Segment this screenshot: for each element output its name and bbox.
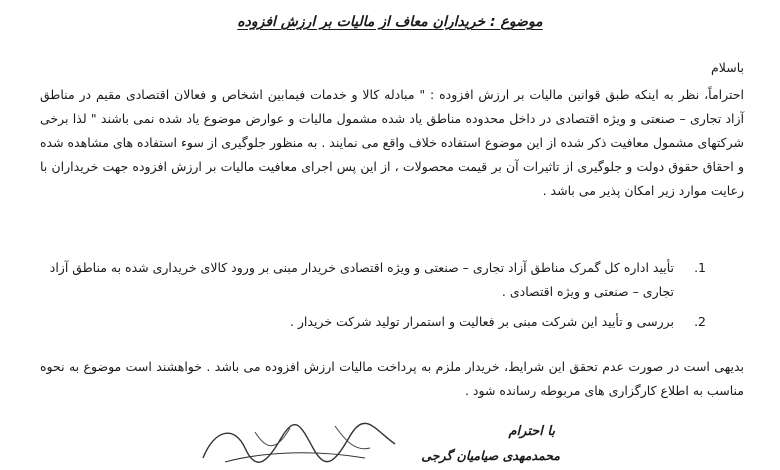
greeting: باسلام	[711, 60, 744, 75]
list-item-text: بررسی و تأیید این شرکت مبنی بر فعالیت و استمرار تولید شرکت خریدار .	[289, 314, 674, 329]
requirements-list	[40, 256, 744, 340]
handwritten-signature	[195, 418, 405, 470]
body-paragraph-2: بدیهی است در صورت عدم تحقق این شرایط، خریدار ملزم به پرداخت مالیات ارزش افزوده می باشد . خواهشند است موضوع به نحوه مناسب به اطلاع کارگزاری های مربوطه رسانده شود .	[40, 359, 744, 398]
list-item-number: 2.	[694, 314, 706, 329]
signer-name: محمدمهدی صیامیان گرجی	[421, 448, 560, 463]
list-item	[40, 256, 744, 304]
closing-regards: با احترام	[508, 424, 555, 439]
body-paragraph-1: احتراماً، نظر به اینکه طبق قوانین مالیات بر ارزش افزوده : " مبادله کالا و خدمات فیمابین اشخاص و فعالان اقتصادی مقیم در مناطق آزاد تجاری – صنعتی و ویژه اقتصادی در داخل محدوده مناطق یاد شده مشمول مالیات و عوارض موضوع یاد شده نمی باشند " لذا برخی شرکتهای مشمول معافیت ذکر شده از این موضوع استفاده خلاف واقع می نمایند . به منظور جلوگیری از سوء استفاده های مشاهده شده و احقاق حقوق دولت و جلوگیری از تاثیرات آن بر قیمت محصولات ، از این پس اجرای معافیت مالیات بر ارزش افزوده جهت خریداران با رعایت موارد زیر امکان پذیر می باشد .	[40, 87, 744, 198]
list-item-number: 1.	[694, 260, 706, 275]
letter-subject: موضوع : خریداران معاف از مالیات بر ارزش افزوده	[237, 14, 543, 30]
list-item-text: تأیید اداره کل گمرک مناطق آزاد تجاری – صنعتی و ویژه اقتصادی خریدار مبنی بر ورود کالای خریداری شده به مناطق آزاد تجاری – صنعتی و ویژه اقتصادی .	[49, 260, 674, 299]
list-item	[40, 310, 744, 334]
